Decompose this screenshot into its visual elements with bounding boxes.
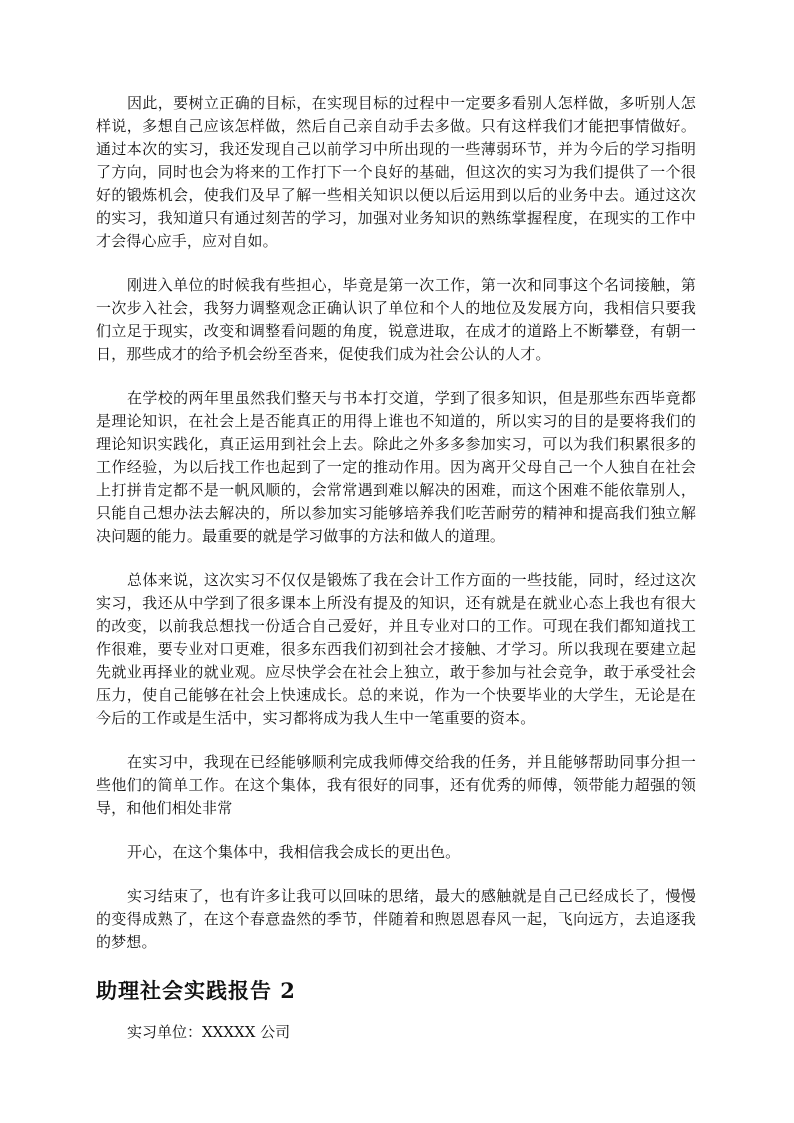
internship-unit: 实习单位：XXXXX 公司 — [127, 1023, 291, 1041]
paragraph-happy: 开心，在这个集体中，我相信我会成长的更出色。 — [127, 843, 461, 861]
paragraph-conclusion: 实习结束了，也有许多让我可以回味的思绪，最大的感触就是自己已经成长了，慢慢的变得成熟了，在这个春意盎然的季节，伴随着和煦恩恩春风一起，飞向远方，去追逐我的梦想。 — [96, 887, 696, 951]
paragraph-school-years: 在学校的两年里虽然我们整天与书本打交道，学到了很多知识，但是那些东西毕竟都是理论知识，在社会上是否能真正的用得上谁也不知道的，所以实习的目的是要将我们的理论知识实践化，真正运用到社会上去。除此之外多多参加实习，可以为我们积累很多的工作经验，为以后找工作也起到了一定的推动作用。因为离开父母自己一个人独自在社会上打拼肯定都不是一帆风顺的，会常常遇到难以解决的困难，而这个困难不能依靠别人，只能自己想办法去解决的，所以参加实习能够培养我们吃苦耐劳的精神和提高我们独立解决问题的能力。最重要的就是学习做事的方法和做人的道理。 — [96, 389, 696, 545]
paragraph-first-job: 刚进入单位的时候我有些担心，毕竟是第一次工作，第一次和同事这个名词接触，第一次步入社会，我努力调整观念正确认识了单位和个人的地位及发展方向，我相信只要我们立足于现实，改变和调整看问题的角度，锐意进取，在成才的道路上不断攀登，有朝一日，那些成才的给予机会纷至沓来，促使我们成为社会公认的人才。 — [96, 276, 696, 363]
paragraph-colleagues: 在实习中，我现在已经能够顺利完成我师傅交给我的任务，并且能够帮助同事分担一些他们的简单工作。在这个集体，我有很好的同事，还有优秀的师傅，领带能力超强的领导，和他们相处非常 — [96, 753, 696, 817]
paragraph-summary: 总体来说，这次实习不仅仅是锻炼了我在会计工作方面的一些技能，同时，经过这次实习，我还从中学到了很多课本上所没有提及的知识，还有就是在就业心态上我也有很大的改变，以前我总想找一份适合自己爱好，并且专业对口的工作。可现在我们都知道找工作很难，要专业对口更难，很多东西我们初到社会才接触、才学习。所以我现在要建立起先就业再择业的就业观。应尽快学会在社会上独立，敢于参加与社会竞争，敢于承受社会压力，使自己能够在社会上快速成长。总的来说，作为一个快要毕业的大学生，无论是在今后的工作或是生活中，实习都将成为我人生中一笔重要的资本。 — [96, 571, 696, 727]
paragraph-goals: 因此，要树立正确的目标，在实现目标的过程中一定要多看别人怎样做，多听别人怎样说，多想自己应该怎样做，然后自己亲自动手去多做。只有这样我们才能把事情做好。通过本次的实习，我还发现自己以前学习中所出现的一些薄弱环节，并为今后的学习指明了方向，同时也会为将来的工作打下一个良好的基础，但这次的实习为我们提供了一个很好的锻炼机会，使我们及早了解一些相关知识以便以后运用到以后的业务中去。通过这次的实习，我知道只有通过刻苦的学习，加强对业务知识的熟练掌握程度，在现实的工作中才会得心应手，应对自如。 — [96, 94, 696, 250]
document-page — [96, 92, 696, 1044]
section-heading: 助理社会实践报告 2 — [96, 978, 296, 1003]
